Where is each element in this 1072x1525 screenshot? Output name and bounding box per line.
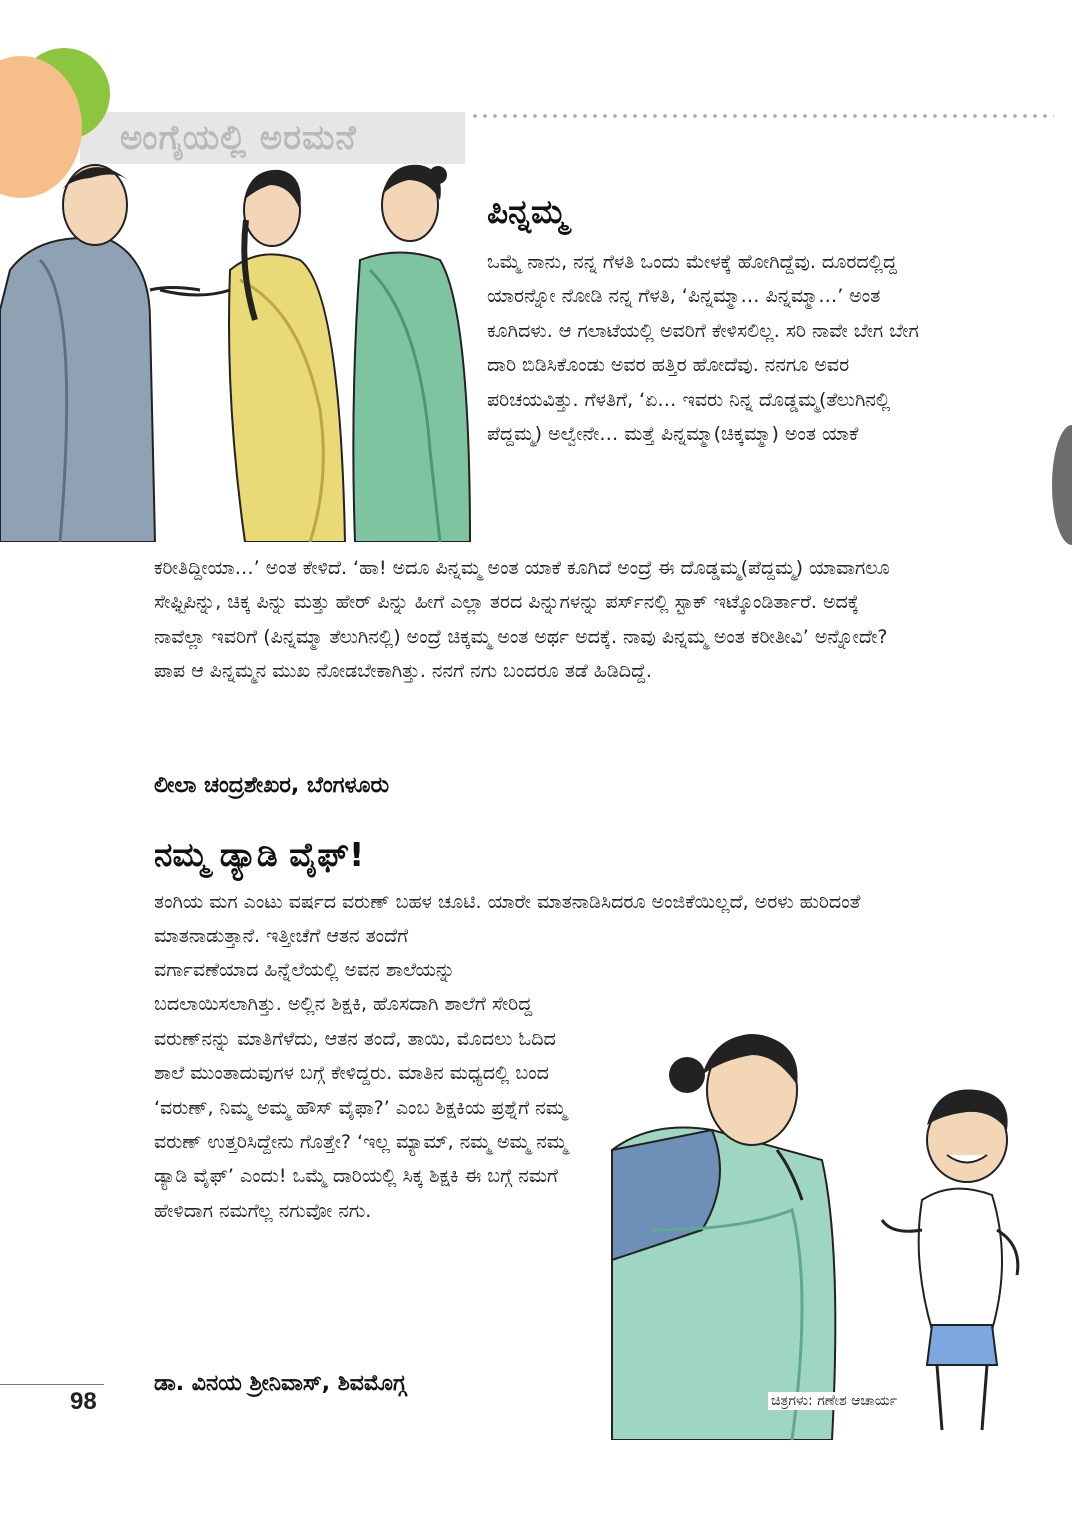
author-byline: ಲೀಲಾ ಚಂದ್ರಶೇಖರ, ಬೆಂಗಳೂರು [154,773,390,798]
story-paragraph: ತಂಗಿಯ ಮಗ ಎಂಟು ವರ್ಷದ ವರುಣ್ ಬಹಳ ಚೂಟಿ. ಯಾರೇ ಮಾತನಾಡಿಸಿದರೂ ಅಂಜಿಕೆಯಿಲ್ಲದೆ, ಅರಳು ಹುರಿದಂತೆ ಮಾತನಾಡುತ್ತಾನೆ. ಇತ್ತೀಚೆಗೆ ಆತನ ತಂದೆಗೆ [154,891,861,948]
boy-figure [882,1089,1018,1430]
illustration-credit: ಚಿತ್ರಗಳು: ಗಣೇಶ ಆಚಾರ್ಯ [768,1392,900,1410]
story-paragraph: ಕರೀತಿದ್ದೀಯಾ…’ ಅಂತ ಕೇಳಿದೆ. ‘ಹಾ! ಅದೂ ಪಿನ್ನಮ್ಮ ಅಂತ ಯಾಕೆ ಕೂಗಿದೆ ಅಂದ್ರೆ ಈ ದೊಡ್ಡಮ್ಮ(ಪೆದ್ದಮ್ಮ) ಯಾವಾಗಲೂ ಸೇಫ್ಟಿಪಿನ್ನು, ಚಿಕ್ಕ ಪಿನ್ನು ಮತ್ತು ಹೇರ್ ಪಿನ್ನು ಹೀಗೆ ಎಲ್ಲಾ ತರದ ಪಿನ್ನುಗಳನ್ನು ಪರ್ಸ್‌ನಲ್ಲಿ ಸ್ಟಾಕ್ ಇಟ್ಕೊಂಡಿರ್ತಾರೆ. ಅದಕ್ಕೆ ನಾವೆಲ್ಲಾ ಇವರಿಗೆ (ಪಿನ್ನಮ್ಮಾ ತೆಲುಗಿನಲ್ಲಿ) ಅಂದ್ರೆ ಚಿಕ್ಕಮ್ಮ ಅಂತ ಅರ್ಥ ಅದಕ್ಕೆ. ನಾವು ಪಿನ್ನಮ್ಮ ಅಂತ ಕರೀತೀವಿ’ ಅನ್ನೋದೇ? ಪಾಪ ಆ ಪಿನ್ನಮ್ಮನ ಮುಖ ನೋಡಬೇಕಾಗಿತ್ತು. ನನಗೆ ನಗು ಬಂದರೂ ತಡೆ ಹಿಡಿದಿದ್ದೆ. [154,557,890,683]
story-title: ನಮ್ಮ ಡ್ಯಾಡಿ ವೈಫ್! [154,835,365,874]
section-title: ಅಂಗೈಯಲ್ಲಿ ಅರಮನೆ [120,118,357,158]
woman-and-boy-illustration [592,1030,1032,1440]
woman-grey-sari [0,165,200,542]
woman-yellow-sari [160,170,345,542]
page-number-rule [0,1384,104,1385]
woman-green-sari [612,1035,835,1441]
page-number: 98 [70,1388,97,1415]
woman-green-sari [353,165,470,542]
edge-decoration [1052,425,1072,545]
author-byline: ಡಾ. ವಿನಯ ಶ್ರೀನಿವಾಸ್, ಶಿವಮೊಗ್ಗ [154,1371,407,1396]
story-paragraph: ಒಮ್ಮೆ ನಾನು, ನನ್ನ ಗೆಳತಿ ಒಂದು ಮೇಳಕ್ಕೆ ಹೋಗಿದ್ದೆವು. ದೂರದಲ್ಲಿದ್ದ ಯಾರನ್ನೋ ನೋಡಿ ನನ್ನ ಗೆಳತಿ, ‘ಪಿನ್ನಮ್ಮಾ… ಪಿನ್ನಮ್ಮಾ…’ ಅಂತ ಕೂಗಿದಳು. ಆ ಗಲಾಟೆಯಲ್ಲಿ ಅವರಿಗೆ ಕೇಳಿಸಲಿಲ್ಲ. ಸರಿ ನಾವೇ ಬೇಗ ಬೇಗ ದಾರಿ ಬಿಡಿಸಿಕೊಂಡು ಅವರ ಹತ್ತಿರ ಹೋದೆವು. ನನಗೂ ಅವರ ಪರಿಚಯವಿತ್ತು. ಗೆಳತಿಗೆ, ‘ಏ… ಇವರು ನಿನ್ನ ದೊಡ್ಡಮ್ಮ(ತೆಲುಗಿನಲ್ಲಿ ಪೆದ್ದಮ್ಮ) ಅಲ್ವೇನೇ… ಮತ್ತೆ ಪಿನ್ನಮ್ಮಾ(ಚಿಕ್ಕಮ್ಮಾ) ಅಂತ ಯಾಕೆ [487,251,919,446]
story-paragraph: ವರ್ಗಾವಣೆಯಾದ ಹಿನ್ನೆಲೆಯಲ್ಲಿ ಅವನ ಶಾಲೆಯನ್ನು ಬದಲಾಯಿಸಲಾಗಿತ್ತು. ಅಲ್ಲಿನ ಶಿಕ್ಷಕಿ, ಹೊಸದಾಗಿ ಶಾಲೆಗೆ ಸೇರಿದ್ದ ವರುಣ್‌ನನ್ನು ಮಾತಿಗೆಳೆದು, ಆತನ ತಂದೆ, ತಾಯಿ, ಮೊದಲು ಓದಿದ ಶಾಲೆ ಮುಂತಾದುವುಗಳ ಬಗ್ಗೆ ಕೇಳಿದ್ದರು. ಮಾತಿನ ಮಧ್ಯದಲ್ಲಿ ಬಂದ ‘ವರುಣ್, ನಿಮ್ಮ ಅಮ್ಮ ಹೌಸ್ ವೈಫಾ?’ ಎಂಬ ಶಿಕ್ಷಕಿಯ ಪ್ರಶ್ನೆಗೆ ನಮ್ಮ ವರುಣ್ ಉತ್ತರಿಸಿದ್ದೇನು ಗೊತ್ತೇ? ‘ಇಲ್ಲ ಮ್ಯಾಮ್, ನಮ್ಮ ಅಮ್ಮ ನಮ್ಮ ಡ್ಯಾಡಿ ವೈಫ್’ ಎಂದು! ಒಮ್ಮೆ ದಾರಿಯಲ್ಲಿ ಸಿಕ್ಕ ಶಿಕ್ಷಕಿ ಈ ಬಗ್ಗೆ ನಮಗೆ ಹೇಳಿದಾಗ ನಮಗೆಲ್ಲ ನಗುವೋ ನಗು. [154,959,568,1222]
three-women-illustration [0,150,475,542]
story-title: ಪಿನ್ನಮ್ಮ [487,192,567,231]
dotted-rule [470,112,1054,120]
